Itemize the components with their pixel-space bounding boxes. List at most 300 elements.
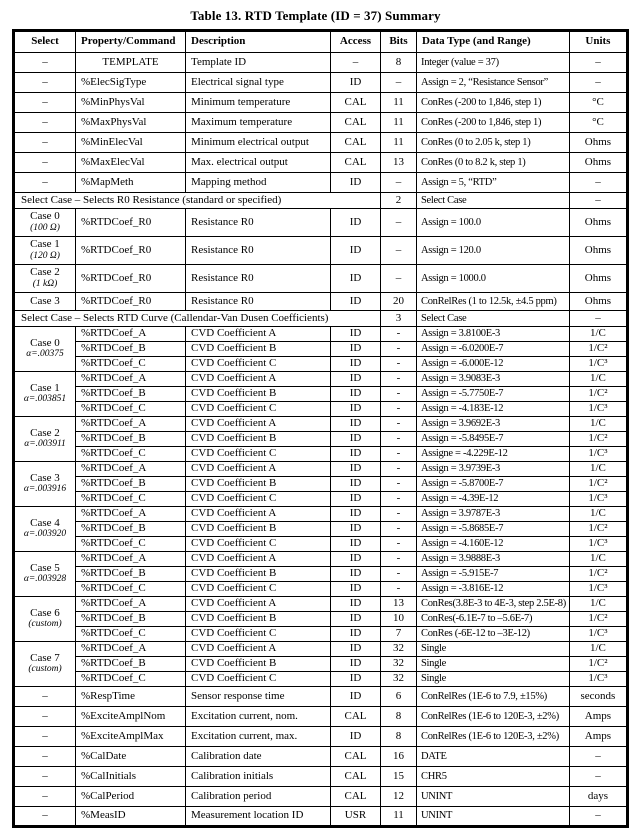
cell-access: ID: [331, 387, 381, 402]
case-select-cell: [14, 462, 76, 507]
table-row: [14, 113, 628, 133]
cell-description: Minimum temperature: [186, 93, 331, 113]
cell-datatype: ConRes(-6.1E-7 to –5.6E-7): [417, 612, 570, 627]
section-row: [14, 311, 628, 327]
table-row: [14, 687, 628, 707]
cell-description: CVD Coefficient A: [186, 507, 331, 522]
cell-datatype: Assign = -4.183E-12: [417, 402, 570, 417]
cell-units: Ohms: [569, 133, 627, 153]
case-sub-label: α=.003911: [24, 439, 66, 450]
cell-units: 1/C: [569, 462, 627, 477]
cell-property: %RTDCoef_A: [76, 597, 186, 612]
cell-datatype: Assign = 3.9739E-3: [417, 462, 570, 477]
cell-access: ID: [331, 237, 381, 265]
cell-description: CVD Coefficient A: [186, 597, 331, 612]
cell-units: Amps: [569, 707, 627, 727]
column-header-property: Property/Command: [76, 31, 186, 53]
case-row: [14, 293, 628, 311]
case-row: [14, 597, 628, 612]
case-row: [14, 567, 628, 582]
cell-units: –: [569, 193, 627, 209]
cell-property: %RTDCoef_B: [76, 432, 186, 447]
cell-select: –: [14, 173, 76, 193]
cell-property: %MaxElecVal: [76, 153, 186, 173]
cell-select: –: [14, 113, 76, 133]
table-row: [14, 747, 628, 767]
cell-units: –: [569, 53, 627, 73]
cell-description: Measurement location ID: [186, 807, 331, 827]
case-row: [14, 237, 628, 265]
cell-description: Calibration period: [186, 787, 331, 807]
cell-access: ID: [331, 567, 381, 582]
cell-units: 1/C: [569, 327, 627, 342]
cell-select: –: [14, 133, 76, 153]
cell-description: CVD Coefficient B: [186, 342, 331, 357]
table-row: [14, 173, 628, 193]
cell-description: CVD Coefficient C: [186, 492, 331, 507]
cell-description: CVD Coefficient C: [186, 357, 331, 372]
case-row: [14, 477, 628, 492]
cell-bits: -: [381, 522, 417, 537]
cell-access: ID: [331, 552, 381, 567]
table-row: [14, 767, 628, 787]
cell-property: %RTDCoef_R0: [76, 265, 186, 293]
case-label: Case 4: [30, 516, 60, 529]
case-label: Case 1: [30, 238, 60, 251]
case-row: [14, 432, 628, 447]
case-label: Case 3: [30, 294, 60, 307]
cell-units: 1/C³: [569, 537, 627, 552]
cell-units: Ohms: [569, 265, 627, 293]
case-select-cell: [14, 237, 76, 265]
table-body: [14, 53, 628, 827]
cell-units: 1/C³: [569, 357, 627, 372]
cell-datatype: Select Case: [417, 193, 570, 209]
cell-units: 1/C³: [569, 402, 627, 417]
cell-access: ID: [331, 642, 381, 657]
cell-select: –: [14, 727, 76, 747]
cell-bits: -: [381, 492, 417, 507]
cell-datatype: Assign = 100.0: [417, 209, 570, 237]
cell-bits: 2: [381, 193, 417, 209]
cell-datatype: Assign = -5.915E-7: [417, 567, 570, 582]
cell-access: CAL: [331, 133, 381, 153]
cell-access: ID: [331, 522, 381, 537]
cell-property: %RTDCoef_C: [76, 537, 186, 552]
cell-access: ID: [331, 432, 381, 447]
cell-units: 1/C²: [569, 387, 627, 402]
cell-description: CVD Coefficient C: [186, 627, 331, 642]
cell-property: %ElecSigType: [76, 73, 186, 93]
cell-description: Resistance R0: [186, 237, 331, 265]
cell-access: CAL: [331, 93, 381, 113]
case-select-cell: [14, 327, 76, 372]
cell-bits: 8: [381, 53, 417, 73]
cell-description: CVD Coefficient C: [186, 582, 331, 597]
cell-access: ID: [331, 265, 381, 293]
cell-bits: 11: [381, 133, 417, 153]
cell-bits: –: [381, 73, 417, 93]
cell-description: CVD Coefficient B: [186, 657, 331, 672]
cell-datatype: ConRes (-200 to 1,846, step 1): [417, 93, 570, 113]
cell-datatype: Assign = -5.8685E-7: [417, 522, 570, 537]
cell-units: 1/C: [569, 642, 627, 657]
case-row: [14, 447, 628, 462]
cell-property: %RTDCoef_C: [76, 402, 186, 417]
cell-bits: 16: [381, 747, 417, 767]
column-header-bits: Bits: [381, 31, 417, 53]
cell-access: ID: [331, 672, 381, 687]
cell-datatype: ConRes (-6E-12 to –3E-12): [417, 627, 570, 642]
case-label: Case 2: [30, 426, 60, 439]
cell-access: ID: [331, 477, 381, 492]
cell-property: %CalInitials: [76, 767, 186, 787]
cell-bits: 32: [381, 657, 417, 672]
cell-units: 1/C²: [569, 342, 627, 357]
cell-description: CVD Coefficient B: [186, 522, 331, 537]
cell-bits: -: [381, 582, 417, 597]
cell-access: ID: [331, 327, 381, 342]
case-sub-label: (120 Ω): [30, 250, 60, 261]
cell-description: CVD Coefficient A: [186, 642, 331, 657]
cell-datatype: Assigne = -4.229E-12: [417, 447, 570, 462]
cell-description: CVD Coefficient A: [186, 417, 331, 432]
cell-units: 1/C³: [569, 672, 627, 687]
cell-datatype: Integer (value = 37): [417, 53, 570, 73]
cell-description: Template ID: [186, 53, 331, 73]
cell-description: Calibration initials: [186, 767, 331, 787]
cell-datatype: Select Case: [417, 311, 570, 327]
cell-datatype: ConRelRes (1E-6 to 7.9, ±15%): [417, 687, 570, 707]
cell-datatype: ConRes (0 to 2.05 k, step 1): [417, 133, 570, 153]
section-row: [14, 193, 628, 209]
case-row: [14, 372, 628, 387]
cell-units: 1/C³: [569, 492, 627, 507]
case-row: [14, 417, 628, 432]
cell-units: –: [569, 747, 627, 767]
case-row: [14, 327, 628, 342]
cell-access: ID: [331, 209, 381, 237]
cell-datatype: Assign = 3.8100E-3: [417, 327, 570, 342]
cell-access: CAL: [331, 153, 381, 173]
case-sub-label: α=.003920: [23, 529, 67, 540]
cell-description: Electrical signal type: [186, 73, 331, 93]
cell-datatype: ConRelRes (1 to 12.5k, ±4.5 ppm): [417, 293, 570, 311]
cell-units: 1/C²: [569, 432, 627, 447]
cell-property: %MinPhysVal: [76, 93, 186, 113]
cell-access: ID: [331, 657, 381, 672]
cell-property: %RTDCoef_B: [76, 612, 186, 627]
case-row: [14, 627, 628, 642]
cell-access: ID: [331, 627, 381, 642]
cell-units: 1/C³: [569, 582, 627, 597]
case-row: [14, 492, 628, 507]
cell-property: %RTDCoef_R0: [76, 209, 186, 237]
case-label: Case 3: [30, 471, 60, 484]
cell-bits: -: [381, 327, 417, 342]
cell-access: CAL: [331, 787, 381, 807]
case-row: [14, 537, 628, 552]
table-row: [14, 807, 628, 827]
case-row: [14, 507, 628, 522]
cell-units: 1/C³: [569, 627, 627, 642]
cell-units: 1/C: [569, 372, 627, 387]
section-label: Select Case – Selects R0 Resistance (standard or specified): [14, 193, 381, 209]
cell-datatype: Assign = 2, “Resistance Sensor”: [417, 73, 570, 93]
case-sub-label: α=.003928: [23, 574, 67, 585]
cell-property: %RTDCoef_R0: [76, 293, 186, 311]
cell-select: –: [14, 807, 76, 827]
cell-units: 1/C²: [569, 567, 627, 582]
case-row: [14, 657, 628, 672]
cell-datatype: Assign = 3.9083E-3: [417, 372, 570, 387]
cell-datatype: Assign = -5.7750E-7: [417, 387, 570, 402]
cell-datatype: Single: [417, 672, 570, 687]
cell-access: ID: [331, 402, 381, 417]
cell-access: ID: [331, 73, 381, 93]
cell-bits: –: [381, 237, 417, 265]
cell-property: %RTDCoef_A: [76, 552, 186, 567]
cell-select: –: [14, 747, 76, 767]
cell-bits: 8: [381, 727, 417, 747]
cell-bits: -: [381, 537, 417, 552]
cell-units: –: [569, 73, 627, 93]
cell-bits: -: [381, 507, 417, 522]
cell-access: –: [331, 53, 381, 73]
cell-datatype: ConRes (0 to 8.2 k, step 1): [417, 153, 570, 173]
cell-units: –: [569, 767, 627, 787]
cell-property: %CalDate: [76, 747, 186, 767]
case-label: Case 0: [30, 210, 60, 223]
cell-property: %MaxPhysVal: [76, 113, 186, 133]
cell-description: CVD Coefficient B: [186, 612, 331, 627]
cell-units: 1/C: [569, 507, 627, 522]
cell-property: %RTDCoef_B: [76, 522, 186, 537]
cell-units: days: [569, 787, 627, 807]
cell-select: –: [14, 687, 76, 707]
cell-datatype: UNINT: [417, 807, 570, 827]
cell-bits: 11: [381, 93, 417, 113]
cell-access: ID: [331, 507, 381, 522]
cell-bits: 32: [381, 672, 417, 687]
table-row: [14, 153, 628, 173]
case-row: [14, 672, 628, 687]
cell-description: Resistance R0: [186, 293, 331, 311]
cell-units: seconds: [569, 687, 627, 707]
cell-description: Calibration date: [186, 747, 331, 767]
case-sub-label: α=.003851: [23, 394, 67, 405]
cell-datatype: DATE: [417, 747, 570, 767]
cell-bits: 32: [381, 642, 417, 657]
case-select-cell: [14, 265, 76, 293]
cell-bits: 11: [381, 113, 417, 133]
cell-description: CVD Coefficient C: [186, 537, 331, 552]
cell-bits: -: [381, 462, 417, 477]
cell-property: %RTDCoef_C: [76, 357, 186, 372]
case-row: [14, 552, 628, 567]
case-row: [14, 612, 628, 627]
cell-bits: 11: [381, 807, 417, 827]
cell-access: ID: [331, 582, 381, 597]
cell-property: %RTDCoef_A: [76, 507, 186, 522]
cell-bits: 8: [381, 707, 417, 727]
cell-datatype: Assign = 1000.0: [417, 265, 570, 293]
case-row: [14, 265, 628, 293]
cell-datatype: Assign = -5.8700E-7: [417, 477, 570, 492]
cell-description: Minimum electrical output: [186, 133, 331, 153]
cell-description: CVD Coefficient A: [186, 372, 331, 387]
cell-bits: 7: [381, 627, 417, 642]
case-label: Case 0: [30, 336, 60, 349]
cell-description: Resistance R0: [186, 265, 331, 293]
cell-datatype: Single: [417, 642, 570, 657]
cell-access: CAL: [331, 707, 381, 727]
cell-datatype: ConRelRes (1E-6 to 120E-3, ±2%): [417, 727, 570, 747]
cell-access: CAL: [331, 767, 381, 787]
case-sub-label: (100 Ω): [30, 222, 60, 233]
cell-datatype: CHR5: [417, 767, 570, 787]
column-header-units: Units: [569, 31, 627, 53]
cell-description: Excitation current, nom.: [186, 707, 331, 727]
cell-property: %MeasID: [76, 807, 186, 827]
cell-bits: 13: [381, 153, 417, 173]
cell-description: CVD Coefficient B: [186, 387, 331, 402]
case-sub-label: (custom): [28, 619, 62, 630]
cell-bits: -: [381, 357, 417, 372]
cell-datatype: ConRelRes (1E-6 to 120E-3, ±2%): [417, 707, 570, 727]
case-row: [14, 209, 628, 237]
cell-units: 1/C: [569, 597, 627, 612]
cell-property: %RTDCoef_B: [76, 477, 186, 492]
cell-access: ID: [331, 293, 381, 311]
case-label: Case 5: [30, 561, 60, 574]
cell-datatype: Assign = -4.160E-12: [417, 537, 570, 552]
cell-select: –: [14, 707, 76, 727]
case-label: Case 7: [30, 651, 60, 664]
case-sub-label: α=.00375: [26, 349, 64, 360]
cell-property: %MapMeth: [76, 173, 186, 193]
case-label: Case 6: [30, 606, 60, 619]
section-label: Select Case – Selects RTD Curve (Callendar-Van Dusen Coefficients): [14, 311, 381, 327]
cell-units: –: [569, 311, 627, 327]
cell-property: %ExciteAmplNom: [76, 707, 186, 727]
cell-access: ID: [331, 417, 381, 432]
cell-property: %RTDCoef_B: [76, 657, 186, 672]
cell-description: CVD Coefficient B: [186, 477, 331, 492]
cell-description: Max. electrical output: [186, 153, 331, 173]
cell-description: Maximum temperature: [186, 113, 331, 133]
cell-datatype: Assign = 3.9692E-3: [417, 417, 570, 432]
cell-property: %RTDCoef_C: [76, 627, 186, 642]
cell-bits: -: [381, 477, 417, 492]
cell-datatype: UNINT: [417, 787, 570, 807]
cell-description: Excitation current, max.: [186, 727, 331, 747]
cell-units: 1/C²: [569, 612, 627, 627]
cell-units: 1/C²: [569, 522, 627, 537]
column-header-select: Select: [14, 31, 76, 53]
cell-access: ID: [331, 357, 381, 372]
table-header: [14, 31, 628, 53]
cell-units: Ohms: [569, 293, 627, 311]
cell-property: %RTDCoef_A: [76, 327, 186, 342]
case-label: Case 1: [30, 381, 60, 394]
case-select-cell: [14, 597, 76, 642]
cell-units: 1/C³: [569, 447, 627, 462]
column-header-description: Description: [186, 31, 331, 53]
cell-description: CVD Coefficient A: [186, 327, 331, 342]
case-label: Case 2: [30, 266, 60, 279]
cell-bits: 15: [381, 767, 417, 787]
header-row: [14, 31, 628, 53]
cell-bits: -: [381, 402, 417, 417]
cell-property: %RTDCoef_B: [76, 387, 186, 402]
cell-datatype: Assign = -5.8495E-7: [417, 432, 570, 447]
cell-access: ID: [331, 462, 381, 477]
cell-datatype: ConRes (-200 to 1,846, step 1): [417, 113, 570, 133]
cell-bits: -: [381, 342, 417, 357]
cell-bits: –: [381, 265, 417, 293]
cell-datatype: Assign = -3.816E-12: [417, 582, 570, 597]
table-row: [14, 53, 628, 73]
cell-datatype: ConRes(3.8E-3 to 4E-3, step 2.5E-8): [417, 597, 570, 612]
case-select-cell: [14, 507, 76, 552]
table-row: [14, 727, 628, 747]
case-select-cell: [14, 552, 76, 597]
cell-bits: 3: [381, 311, 417, 327]
cell-property: %RTDCoef_R0: [76, 237, 186, 265]
table-row: [14, 133, 628, 153]
cell-property: %ExciteAmplMax: [76, 727, 186, 747]
cell-units: Ohms: [569, 237, 627, 265]
cell-property: %RTDCoef_A: [76, 372, 186, 387]
cell-access: ID: [331, 687, 381, 707]
cell-description: CVD Coefficient A: [186, 462, 331, 477]
cell-datatype: Assign = 3.9787E-3: [417, 507, 570, 522]
cell-select: –: [14, 93, 76, 113]
cell-property: %RTDCoef_C: [76, 672, 186, 687]
cell-bits: -: [381, 387, 417, 402]
case-sub-label: (1 kΩ): [32, 278, 58, 289]
cell-description: CVD Coefficient A: [186, 552, 331, 567]
cell-access: ID: [331, 597, 381, 612]
column-header-access: Access: [331, 31, 381, 53]
case-row: [14, 462, 628, 477]
rtd-template-summary-table: [12, 29, 629, 828]
cell-bits: 13: [381, 597, 417, 612]
case-select-cell: [14, 372, 76, 417]
cell-units: –: [569, 173, 627, 193]
case-select-cell: [14, 209, 76, 237]
cell-datatype: Assign = -4.39E-12: [417, 492, 570, 507]
cell-datatype: Assign = 3.9888E-3: [417, 552, 570, 567]
cell-bits: 12: [381, 787, 417, 807]
case-row: [14, 402, 628, 417]
cell-property: TEMPLATE: [76, 53, 186, 73]
cell-access: ID: [331, 447, 381, 462]
cell-units: Ohms: [569, 209, 627, 237]
column-header-datatype: Data Type (and Range): [417, 31, 570, 53]
cell-units: –: [569, 807, 627, 827]
cell-property: %CalPeriod: [76, 787, 186, 807]
cell-property: %RespTime: [76, 687, 186, 707]
cell-bits: -: [381, 567, 417, 582]
cell-property: %RTDCoef_B: [76, 342, 186, 357]
case-row: [14, 387, 628, 402]
cell-datatype: Assign = 120.0: [417, 237, 570, 265]
cell-description: Resistance R0: [186, 209, 331, 237]
cell-property: %RTDCoef_A: [76, 642, 186, 657]
cell-access: ID: [331, 612, 381, 627]
